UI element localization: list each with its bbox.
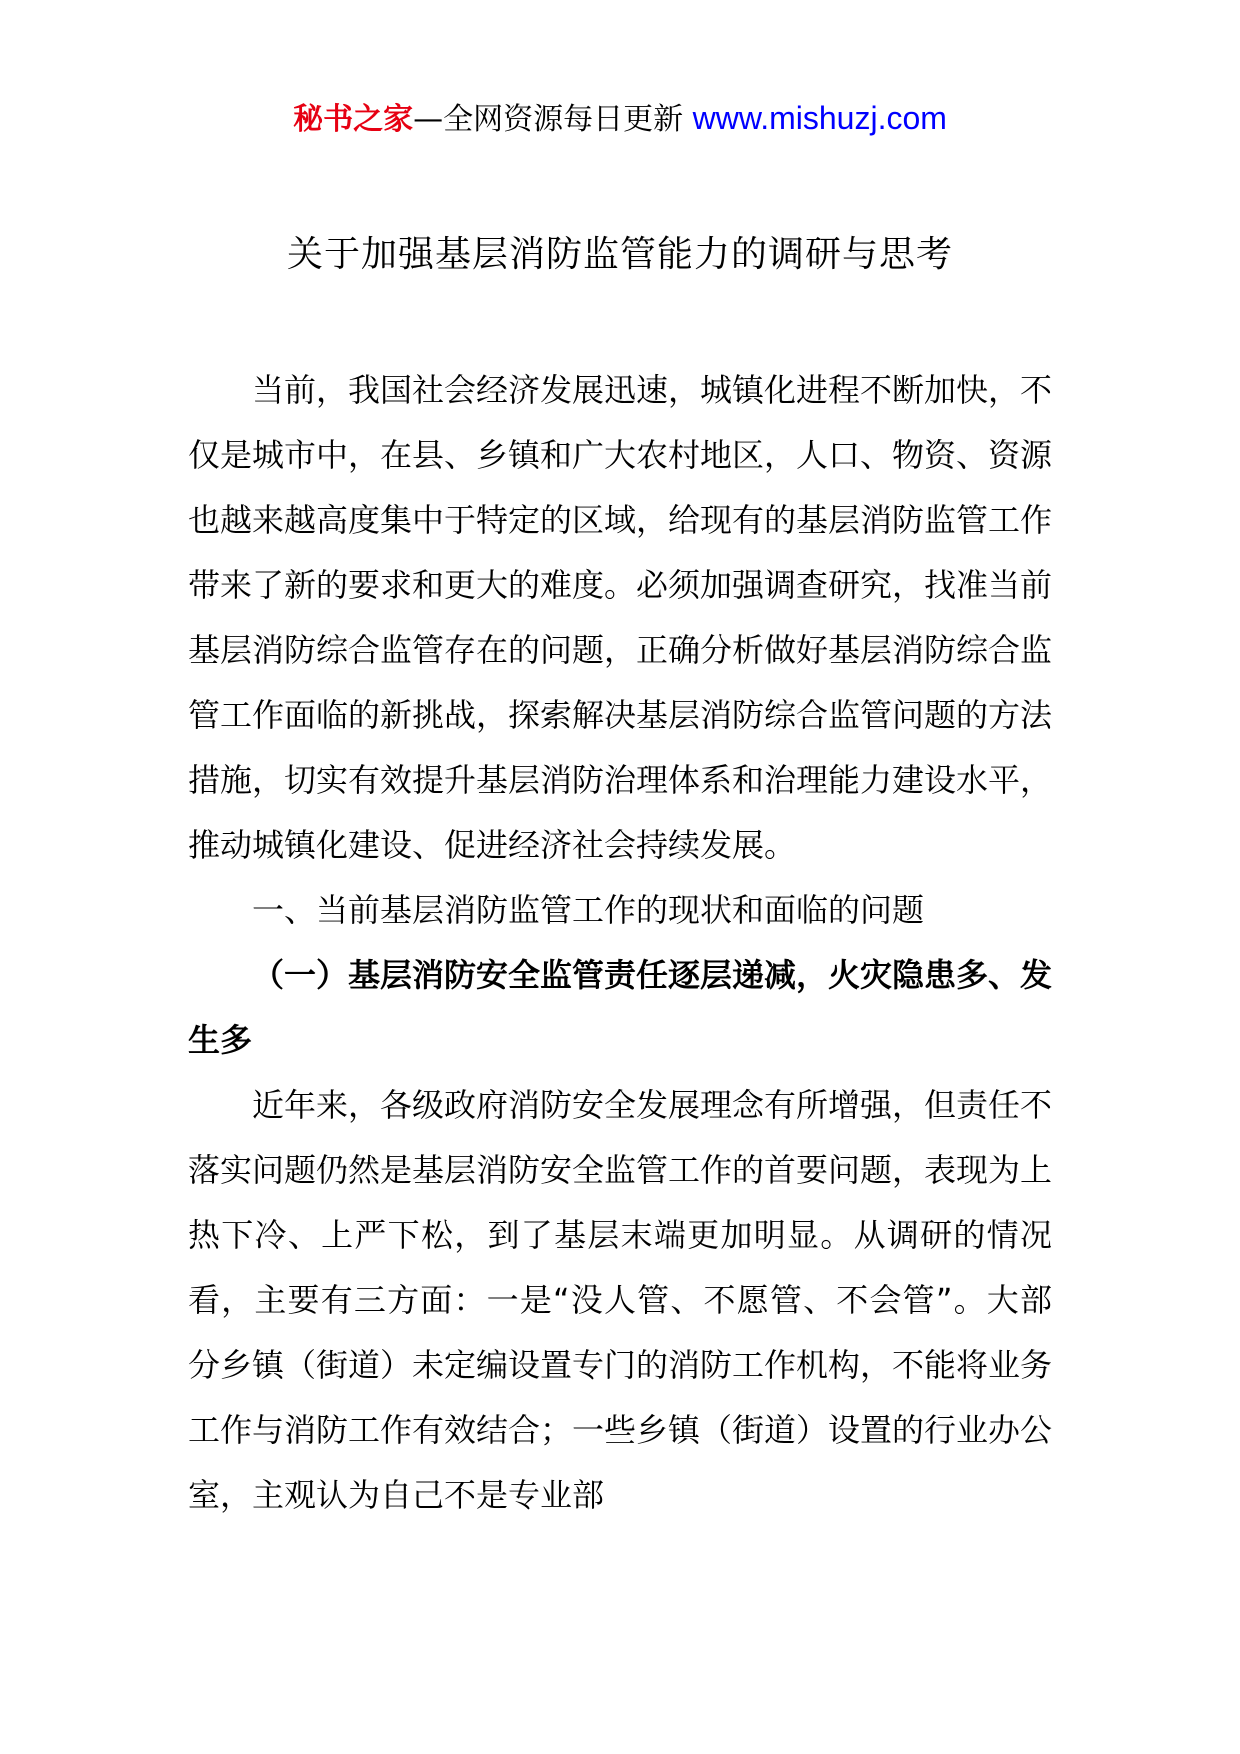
subsection-heading: （一）基层消防安全监管责任逐层递减，火灾隐患多、发生多 <box>188 956 1053 1059</box>
site-url-link[interactable]: www.mishuzj.com <box>692 100 947 136</box>
header-tagline: —全网资源每日更新 <box>413 102 684 137</box>
brand-name: 秘书之家 <box>293 102 414 137</box>
document-body <box>188 358 1052 1528</box>
document-title: 关于加强基层消防监管能力的调研与思考 <box>286 234 953 275</box>
section-heading: 一、当前基层消防监管工作的现状和面临的问题 <box>252 891 925 929</box>
body-paragraph: 近年来，各级政府消防安全发展理念有所增强，但责任不落实问题仍然是基层消防安全监管工作的首要问题，表现为上热下冷、上严下松，到了基层末端更加明显。从调研的情况看，主要有三方面：一是“没人管、不愿管、不会管”。大部分乡镇（街道）未定编设置专门的消防工作机构，不能将业务工作与消防工作有效结合；一些乡镇（街道）设置的行业办公室，主观认为自己不是专业部 <box>188 1086 1053 1514</box>
site-header <box>0 98 1240 140</box>
intro-paragraph: 当前，我国社会经济发展迅速，城镇化进程不断加快，不仅是城市中，在县、乡镇和广大农村地区，人口、物资、资源也越来越高度集中于特定的区域，给现有的基层消防监管工作带来了新的要求和更大的难度。必须加强调查研究，找准当前基层消防综合监管存在的问题，正确分析做好基层消防综合监管工作面临的新挑战，探索解决基层消防综合监管问题的方法措施，切实有效提升基层消防治理体系和治理能力建设水平，推动城镇化建设、促进经济社会持续发展。 <box>188 371 1053 864</box>
